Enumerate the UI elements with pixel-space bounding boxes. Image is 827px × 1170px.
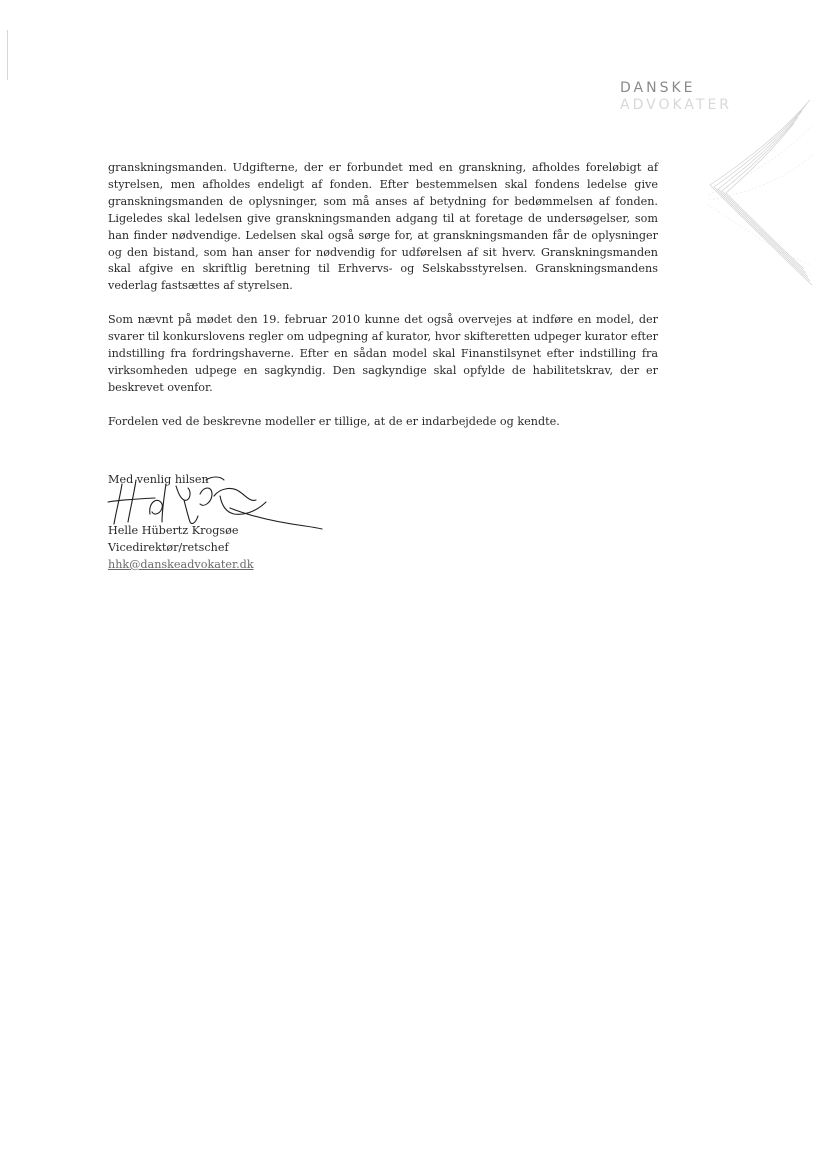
sender-email-link[interactable]: hhk@danskeadvokater.dk (108, 557, 254, 571)
sender-title: Vicedirektør/retschef (108, 540, 229, 554)
paragraph-3: Fordelen ved de beskrevne modeller er tillige, at de er indarbejdede og kendte. (108, 414, 560, 428)
sender-name: Helle Hübertz Krogsøe (108, 523, 239, 537)
paragraph-1: granskningsmanden. Udgifterne, der er forbundet med en granskning, afholdes foreløbigt af styrelsen, men afholdes endeligt af fonden. Efter bestemmelsen skal fondens ledelse give granskningsmanden de oplysninger, som må anses af betydning for bedømmelsen af fonden. Ligeledes skal ledelsen give granskningsmanden adgang til at foretage de undersøgelser, som han finder nødvendige. Ledelsen skal også sørge for, at granskningsmanden får de oplysninger og den bistand, som han anser for nødvendig for udførelsen af sit hverv. Granskningsmanden skal afgive en skriftlig beretning til Erhvervs- og Selskabsstyrelsen. Granskningsmandens vederlag fastsættes af styrelsen. (108, 161, 658, 293)
paragraph-2: Som nævnt på mødet den 19. februar 2010 kunne det også overvejes at indføre en model, der svarer til konkurslovens regler om udpegning af kurator, hvor skifteretten udpeger kurator efter indstilling fra fordringshaverne. Efter en sådan model skal Finanstilsynet efter indstilling fra virksomheden udpege en sagkyndig. Den sagkyndige skal opfylde de habilitetskrav, der er beskrevet ovenfor. (108, 313, 658, 394)
scan-edge-mark (7, 30, 8, 80)
closing-greeting: Med venlig hilsen (108, 473, 209, 486)
logo-line-2: ADVOKATER (620, 97, 733, 113)
logo-swoosh-graphic (700, 95, 815, 295)
logo-line-1: DANSKE (620, 80, 696, 96)
handwritten-signature (100, 472, 330, 542)
letter-body (108, 160, 658, 448)
